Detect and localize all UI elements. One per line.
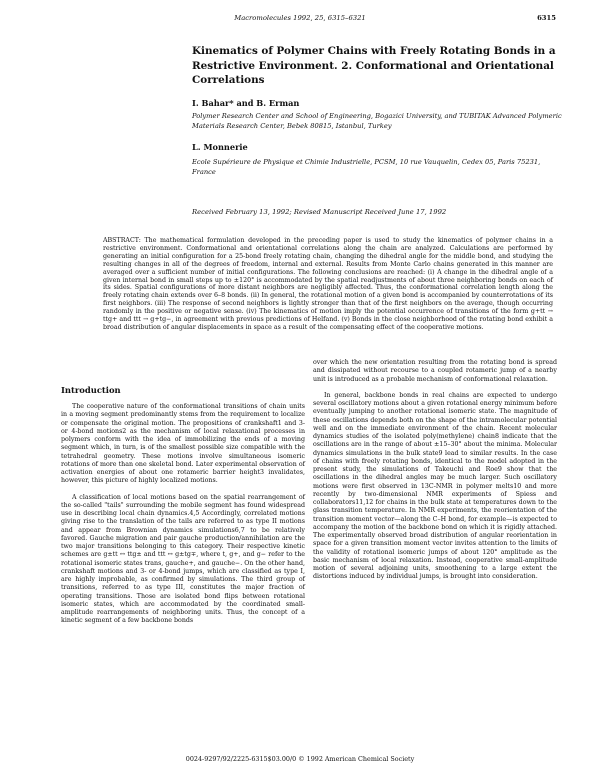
- paragraph: In general, backbone bonds in real chains are expected to undergo several oscillatory motions about a given rotational energy minimum before eventually jumping to another rotational isomeric state. The magnitude of these oscillations depends both on the shape of the intramolecular potential well and on the immediate environment of the chain. Recent molecular dynamics studies of the isolated poly(methylene) chain8 indicate that the oscillations are in the range of about ±15–30° about the minima. Molecular dynamics simulations in the bulk state9 lead to similar results. In the case of chains with freely rotating bonds, identical to the model adopted in the present study, the simulations of Takeuchi and Roe9 show that the oscillations in the dihedral angles may be much larger. Such oscillatory motions were first observed in 13C-NMR in polymer melts10 and more recently by two-dimensional NMR experiments of Spiess and collaborators11,12 for chains in the bulk state at temperatures down to the glass transition temperature. In NMR experiments, the reorientation of the transition moment vector—along the C–H bond, for example—is expected to accompany the motion of the backbone bond on which it is rigidly attached. The experimentally observed broad distribution of angular reorientation in space for a given transition moment vector invites attention to the limits of the validity of rotational isomeric jumps of about 120° amplitude as the basic mechanism of local relaxation. Instead, cooperative small-amplitude motion of several adjoining units, smoothening to a large extent the distortions induced by individual jumps, is brought into consideration.: [313, 391, 557, 581]
- affiliation-1: Polymer Research Center and School of Engineering, Bogazici University, and TUBITAK Advanced Polymeric Materials Research Center, Bebek 80815, Istanbul, Turkey: [192, 112, 562, 130]
- section-heading-introduction: Introduction: [61, 385, 121, 395]
- page-number: 6315: [537, 14, 556, 22]
- left-column: [61, 403, 305, 634]
- author-line-2: L. Monnerie: [192, 142, 248, 152]
- paragraph: The cooperative nature of the conformational transitions of chain units in a moving segment predominantly stems from the requirement to localize or compensate the original motion. The propositions of crankshaft1 and 3- or 4-bond motions2 as the mechanism of local relaxational processes in polymers conform with the idea of immobilizing the ends of a moving segment which, in turn, is of the smallest possible size compatible with the tetrahedral geometry. These motions involve simultaneous isomeric rotations of more than one skeletal bond. Later experimental observation of activation energies of about one rotameric barrier height3 invalidates, however, this picture of highly localized motions.: [61, 403, 305, 485]
- abstract: ABSTRACT: The mathematical formulation developed in the preceding paper is used to study the kinematics of polymer chains in a restrictive environment. Conformational and orientational correlations along the chain are analyzed. Calculations are performed by generating an initial configuration for a 25-bond freely rotating chain, changing the dihedral angle for the middle bond, and studying the resulting changes in all of the degrees of freedom, internal and external. Results from Monte Carlo chains generated in this manner are averaged over a sufficient number of initial configurations. The following conclusions are reached: (i) A change in the dihedral angle of a given internal bond in small steps up to ±120° is accommodated by the spatial readjustments of about three neighboring bonds on each of its sides. Spatial configurations of more distant neighbors are negligibly affected. Thus, the conformational correlation length along the freely rotating chain extends over 6–8 bonds. (ii) In general, the rotational motion of a given bond is accompanied by counterrotations of its first neighbors. (iii) The response of second neighbors is lightly stronger than that of the first neighbors on the average, though occurring randomly in the positive or negative sense. (iv) The kinematics of motion imply the potential occurrence of transitions of the form g+tt → ttg+ and ttt → g+tg−, in agreement with previous predictions of Helfand. (v) Bonds in the close neighborhood of the rotating bond exhibit a broad distribution of angular displacements in space as a result of the compensating effect of the cooperative motions.: [103, 237, 553, 331]
- article-title: Kinematics of Polymer Chains with Freely Rotating Bonds in a Restrictive Environment. 2. Conformational and Orientational Correlations: [192, 45, 556, 87]
- copyright-footer: 0024-9297/92/2225-6315$03.00/0 © 1992 American Chemical Society: [185, 755, 415, 763]
- received-dates: Received February 13, 1992; Revised Manuscript Received June 17, 1992: [192, 208, 447, 216]
- affiliation-2: Ecole Supérieure de Physique et Chimie Industrielle, PCSM, 10 rue Vauquelin, Cedex 05, Paris 75231, France: [192, 158, 541, 176]
- paragraph: over which the new orientation resulting from the rotating bond is spread and dissipated without recourse to a coupled rotameric jump of a nearby unit is introduced as a probable mechanism of conformational relaxation.: [313, 359, 557, 383]
- paragraph: A classification of local motions based on the spatial rearrangement of the so-called "tails" surrounding the mobile segment has found widespread use in describing local chain dynamics.4,5 Accordingly, correlated motions giving rise to the translation of the tails are referred to as type II motions and appear from Brownian dynamics simulations6,7 to be relatively favored. Gauche migration and pair gauche production/annihilation are the two major transitions belonging to this category. Their respective kinetic schemes are g±tt ↔ ttg± and ttt ↔ g±tg∓, where t, g+, and g− refer to the rotational isomeric states trans, gauche+, and gauche−. On the other hand, crankshaft motions and 3- or 4-bond jumps, which are classified as type I, are highly improbable, as confirmed by simulations. The third group of transitions, referred to as type III, constitutes the major fraction of operating transitions. Those are isolated bond flips between rotational isomeric states, which are accommodated by the coordinated small-amplitude rearrangements of neighboring units. Thus, the concept of a kinetic segment of a few backbone bonds: [61, 493, 305, 625]
- right-column: [313, 359, 557, 590]
- author-line-1: I. Bahar* and B. Erman: [192, 98, 300, 108]
- journal-header: Macromolecules 1992, 25, 6315–6321: [234, 14, 366, 22]
